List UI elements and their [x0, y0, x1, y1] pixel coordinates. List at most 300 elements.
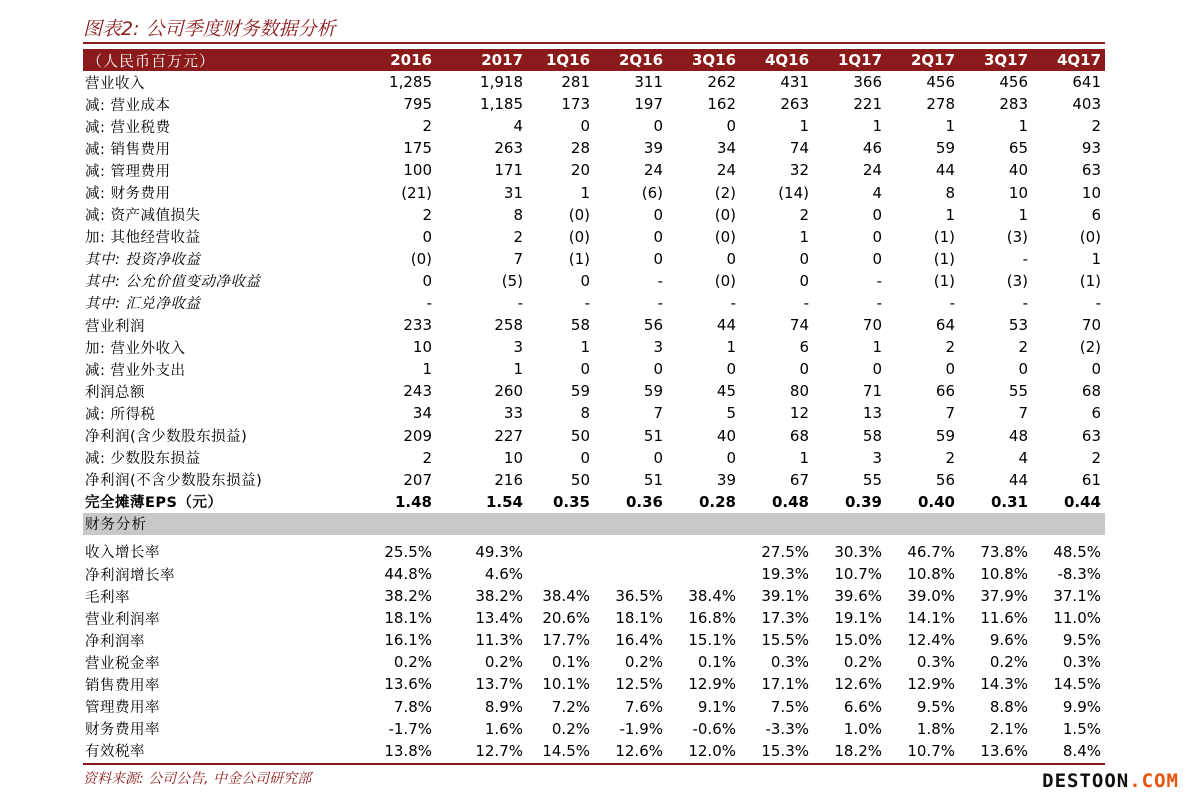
cell-value: 2 [422, 205, 432, 224]
cell-value: 8 [513, 205, 523, 224]
cell-value: 0 [653, 227, 663, 246]
table-row [83, 93, 1105, 115]
cell-value: 48 [1008, 426, 1028, 445]
cell-value: 19.3% [761, 565, 809, 584]
cell-value: 50 [570, 470, 590, 489]
table-row [83, 248, 1105, 270]
cell-value: - [584, 293, 590, 312]
cell-value: 5 [726, 404, 736, 423]
cell-value: 70 [862, 316, 882, 335]
cell-value: 366 [853, 73, 882, 92]
row-label: 净利润(含少数股东损益) [85, 429, 248, 446]
cell-value: 0.2% [551, 719, 590, 738]
cell-value: 55 [862, 470, 882, 489]
cell-value: 1 [799, 448, 809, 467]
cell-value: 431 [780, 73, 809, 92]
cell-value: 7.6% [624, 697, 663, 716]
cell-value: 12.5% [615, 675, 663, 694]
row-label: 净利润(不含少数股东损益) [85, 473, 263, 490]
cell-value: 278 [926, 95, 955, 114]
row-label: 销售费用率 [85, 677, 160, 694]
cell-value: 9.1% [697, 697, 736, 716]
cell-value: 27.5% [761, 542, 809, 561]
cell-value: 0 [726, 448, 736, 467]
cell-value: 162 [707, 95, 736, 114]
cell-value: 46 [862, 139, 882, 158]
cell-value: (0) [714, 205, 736, 224]
cell-value: 12.0% [688, 741, 736, 760]
cell-value: (3) [1006, 271, 1028, 290]
ratio-row [83, 673, 1105, 695]
watermark-suffix: .COM [1129, 770, 1179, 792]
row-label: 减: 营业成本 [85, 97, 171, 114]
cell-value: 2 [513, 227, 523, 246]
cell-value: 38.2% [384, 587, 432, 606]
cell-value: 12.4% [907, 631, 955, 650]
cell-value: - [876, 271, 882, 290]
cell-value: 1 [799, 117, 809, 136]
cell-value: 0 [726, 117, 736, 136]
row-label: 减: 管理费用 [85, 163, 171, 180]
cell-value: 14.1% [907, 609, 955, 628]
cell-value: 64 [935, 316, 955, 335]
cell-value: (1) [568, 249, 590, 268]
cell-value: 8 [945, 183, 955, 202]
cell-value: 1.8% [916, 719, 955, 738]
cell-value: 59 [570, 382, 590, 401]
cell-value: 243 [403, 382, 432, 401]
cell-value: 58 [862, 426, 882, 445]
cell-value: - [657, 293, 663, 312]
cell-value: 171 [494, 161, 523, 180]
column-header: 2016 [345, 49, 436, 71]
column-header: 1Q17 [813, 49, 886, 71]
row-label: 营业利润率 [85, 611, 160, 628]
cell-value: 63 [1081, 426, 1101, 445]
cell-value: - [426, 293, 432, 312]
cell-value: 12.9% [907, 675, 955, 694]
table-row [83, 402, 1105, 424]
cell-value: 1.5% [1062, 719, 1101, 738]
watermark-text: DESTOON [1042, 770, 1130, 792]
cell-value: 10 [503, 448, 523, 467]
row-label: 加: 营业外收入 [85, 340, 186, 357]
cell-value: 10 [412, 338, 432, 357]
cell-value: 36.5% [615, 587, 663, 606]
cell-value [594, 541, 667, 563]
cell-value: 1.54 [485, 492, 523, 511]
cell-value: 30.3% [834, 542, 882, 561]
cell-value: 263 [494, 139, 523, 158]
cell-value: - [1022, 293, 1028, 312]
cell-value: 197 [634, 95, 663, 114]
cell-value: 1 [513, 360, 523, 379]
row-label: 毛利率 [85, 589, 130, 606]
cell-value: 0.2% [843, 653, 882, 672]
section-title: 财务分析 [83, 513, 1105, 535]
cell-value: 0 [1091, 360, 1101, 379]
cell-value: 71 [862, 382, 882, 401]
cell-value: 10 [1008, 183, 1028, 202]
cell-value: 12.9% [688, 675, 736, 694]
cell-value [594, 563, 667, 585]
row-label: 有效税率 [85, 744, 145, 761]
cell-value: 0.44 [1063, 492, 1101, 511]
ratio-row [83, 696, 1105, 718]
section-header-row [83, 513, 1105, 535]
cell-value: 44 [1008, 470, 1028, 489]
cell-value: 1 [422, 360, 432, 379]
cell-value: 24 [862, 161, 882, 180]
cell-value: 0 [422, 271, 432, 290]
cell-value: 216 [494, 470, 523, 489]
cell-value: 1 [580, 338, 590, 357]
cell-value: 7 [1018, 404, 1028, 423]
cell-value: 13.6% [384, 675, 432, 694]
cell-value: 1 [872, 117, 882, 136]
cell-value: 10.7% [834, 565, 882, 584]
cell-value: 173 [561, 95, 590, 114]
cell-value: 8 [580, 404, 590, 423]
cell-value: 11.0% [1053, 609, 1101, 628]
ratio-row [83, 563, 1105, 585]
cell-value: 44 [935, 161, 955, 180]
cell-value: 10.1% [542, 675, 590, 694]
cell-value: 1 [872, 338, 882, 357]
cell-value: (2) [714, 183, 736, 202]
cell-value: 58 [570, 316, 590, 335]
cell-value: 10.8% [907, 565, 955, 584]
table-row [83, 380, 1105, 402]
table-row [83, 358, 1105, 380]
cell-value: 0 [580, 360, 590, 379]
source-rule [83, 763, 1105, 765]
cell-value: 17.1% [761, 675, 809, 694]
table-row [83, 71, 1105, 93]
cell-value: 19.1% [834, 609, 882, 628]
table-row [83, 226, 1105, 248]
watermark-logo [1042, 770, 1179, 792]
title-rule [83, 42, 1105, 44]
cell-value: 0 [945, 360, 955, 379]
cell-value: 18.1% [384, 609, 432, 628]
cell-value: 403 [1072, 95, 1101, 114]
cell-value: 281 [561, 73, 590, 92]
cell-value: 1 [1018, 205, 1028, 224]
cell-value: (0) [410, 249, 432, 268]
cell-value: 2.1% [989, 719, 1028, 738]
cell-value: 0 [799, 249, 809, 268]
cell-value: 0 [1018, 360, 1028, 379]
cell-value: 10 [1081, 183, 1101, 202]
row-label: 减: 营业外支出 [85, 362, 186, 379]
cell-value: -1.9% [619, 719, 663, 738]
cell-value: 73.8% [980, 542, 1028, 561]
ratio-row [83, 585, 1105, 607]
cell-value: 70 [1081, 316, 1101, 335]
cell-value: 46.7% [907, 542, 955, 561]
cell-value: 59 [935, 426, 955, 445]
cell-value: (14) [778, 183, 809, 202]
financial-table [83, 49, 1105, 762]
cell-value: 49.3% [475, 542, 523, 561]
income-statement-body [83, 71, 1105, 513]
cell-value: 66 [935, 382, 955, 401]
cell-value: 260 [494, 382, 523, 401]
cell-value: (0) [1079, 227, 1101, 246]
column-header: 3Q16 [667, 49, 740, 71]
cell-value: 68 [789, 426, 809, 445]
cell-value: 34 [412, 404, 432, 423]
cell-value: -8.3% [1057, 565, 1101, 584]
cell-value: 9.5% [916, 697, 955, 716]
cell-value: 0.3% [916, 653, 955, 672]
cell-value: - [803, 293, 809, 312]
cell-value: (2) [1079, 338, 1101, 357]
cell-value: 39 [716, 470, 736, 489]
cell-value: (0) [714, 227, 736, 246]
cell-value: 0.39 [844, 492, 882, 511]
cell-value: 6.6% [843, 697, 882, 716]
cell-value: 16.1% [384, 631, 432, 650]
cell-value: 80 [789, 382, 809, 401]
cell-value: 40 [716, 426, 736, 445]
cell-value: 2 [1091, 448, 1101, 467]
table-row [83, 270, 1105, 292]
cell-value: 4 [513, 117, 523, 136]
cell-value: (5) [501, 271, 523, 290]
cell-value: 2 [799, 205, 809, 224]
cell-value: 55 [1008, 382, 1028, 401]
ratio-row [83, 629, 1105, 651]
cell-value: 207 [403, 470, 432, 489]
row-label: 利润总额 [85, 384, 145, 401]
section-header-body [83, 513, 1105, 541]
cell-value: 74 [789, 316, 809, 335]
cell-value: 16.8% [688, 609, 736, 628]
cell-value: - [1095, 293, 1101, 312]
row-label: 营业利润 [85, 318, 145, 335]
table-row [83, 469, 1105, 491]
cell-value: 0.2% [624, 653, 663, 672]
cell-value: (1) [933, 249, 955, 268]
cell-value: 10.8% [980, 565, 1028, 584]
column-header: 1Q16 [527, 49, 594, 71]
cell-value: 7 [513, 249, 523, 268]
cell-value: 0 [653, 117, 663, 136]
cell-value: 9.9% [1062, 697, 1101, 716]
cell-value: (0) [568, 227, 590, 246]
cell-value: 0.35 [552, 492, 590, 511]
cell-value: 11.3% [475, 631, 523, 650]
cell-value: - [517, 293, 523, 312]
cell-value: 15.1% [688, 631, 736, 650]
table-row [83, 491, 1105, 513]
table-row [83, 314, 1105, 336]
cell-value: 4 [1018, 448, 1028, 467]
ratio-row [83, 651, 1105, 673]
cell-value [667, 563, 740, 585]
cell-value: 2 [1018, 338, 1028, 357]
cell-value: 0 [580, 271, 590, 290]
cell-value: 0.40 [917, 492, 955, 511]
cell-value: (21) [401, 183, 432, 202]
cell-value: 1,285 [389, 73, 432, 92]
cell-value: 0.2% [393, 653, 432, 672]
cell-value: - [730, 293, 736, 312]
cell-value: 15.0% [834, 631, 882, 650]
cell-value: - [1022, 249, 1028, 268]
ratio-row [83, 740, 1105, 762]
row-label: 其中: 投资净收益 [85, 252, 201, 269]
cell-value: 32 [789, 161, 809, 180]
cell-value: 11.6% [980, 609, 1028, 628]
cell-value: 2 [945, 338, 955, 357]
row-label: 减: 财务费用 [85, 186, 171, 203]
cell-value: 456 [926, 73, 955, 92]
cell-value: 9.5% [1062, 631, 1101, 650]
cell-value: 18.1% [615, 609, 663, 628]
cell-value: 1 [1091, 249, 1101, 268]
cell-value: 39.1% [761, 587, 809, 606]
cell-value: 38.4% [688, 587, 736, 606]
cell-value: 1 [945, 117, 955, 136]
cell-value: 0 [422, 227, 432, 246]
cell-value: 8.8% [989, 697, 1028, 716]
cell-value: 1 [945, 205, 955, 224]
ratio-row [83, 718, 1105, 740]
cell-value: 33 [503, 404, 523, 423]
cell-value: 61 [1081, 470, 1101, 489]
cell-value: 18.2% [834, 741, 882, 760]
cell-value: 100 [403, 161, 432, 180]
row-label: 减: 所得税 [85, 406, 156, 423]
cell-value: 12.7% [475, 741, 523, 760]
cell-value: - [876, 293, 882, 312]
cell-value: 2 [945, 448, 955, 467]
cell-value: 4.6% [484, 565, 523, 584]
cell-value: - [949, 293, 955, 312]
cell-value: 7 [945, 404, 955, 423]
cell-value: 3 [653, 338, 663, 357]
cell-value: 0.2% [484, 653, 523, 672]
cell-value: 0.3% [770, 653, 809, 672]
cell-value: 258 [494, 316, 523, 335]
row-label: 净利润增长率 [85, 567, 175, 584]
column-header: 2Q17 [886, 49, 959, 71]
cell-value: 0 [872, 360, 882, 379]
row-label: 营业收入 [85, 75, 145, 92]
cell-value: 1.48 [394, 492, 432, 511]
cell-value: 0 [653, 249, 663, 268]
cell-value: 4 [872, 183, 882, 202]
cell-value [667, 541, 740, 563]
row-label: 其中: 汇兑净收益 [85, 296, 201, 313]
cell-value: 12.6% [834, 675, 882, 694]
cell-value: -0.6% [692, 719, 736, 738]
row-label: 减: 资产减值损失 [85, 208, 201, 225]
column-header: 2Q16 [594, 49, 667, 71]
cell-value: 34 [716, 139, 736, 158]
cell-value: 40 [1008, 161, 1028, 180]
row-label: 营业税金率 [85, 655, 160, 672]
source-note: 资料来源: 公司公告, 中金公司研究部 [83, 771, 312, 787]
row-label: 其中: 公允价值变动净收益 [85, 274, 261, 291]
cell-value: (1) [933, 227, 955, 246]
row-label: 管理费用率 [85, 700, 160, 717]
cell-value: (6) [641, 183, 663, 202]
cell-value: 2 [422, 117, 432, 136]
cell-value: 56 [643, 316, 663, 335]
cell-value: 2 [422, 448, 432, 467]
cell-value: 25.5% [384, 542, 432, 561]
cell-value: 311 [634, 73, 663, 92]
cell-value: 12.6% [615, 741, 663, 760]
row-label: 净利润率 [85, 633, 145, 650]
cell-value: 3 [513, 338, 523, 357]
cell-value: (0) [714, 271, 736, 290]
cell-value: 221 [853, 95, 882, 114]
cell-value: 263 [780, 95, 809, 114]
column-header: 4Q17 [1032, 49, 1105, 71]
cell-value [527, 541, 594, 563]
cell-value: 20 [570, 161, 590, 180]
row-label: 减: 营业税费 [85, 119, 171, 136]
cell-value: 37.9% [980, 587, 1028, 606]
cell-value: 1 [1018, 117, 1028, 136]
row-label: 完全摊薄EPS（元） [85, 495, 223, 512]
cell-value: 44 [716, 316, 736, 335]
cell-value: 68 [1081, 382, 1101, 401]
table-row [83, 137, 1105, 159]
cell-value: 0.1% [697, 653, 736, 672]
cell-value: 15.5% [761, 631, 809, 650]
table-header-row [83, 49, 1105, 71]
cell-value: 24 [643, 161, 663, 180]
cell-value: 0 [872, 205, 882, 224]
cell-value: 8.4% [1062, 741, 1101, 760]
cell-value: 175 [403, 139, 432, 158]
cell-value: 38.2% [475, 587, 523, 606]
cell-value: 24 [716, 161, 736, 180]
cell-value: 39 [643, 139, 663, 158]
cell-value: 13.8% [384, 741, 432, 760]
table-row [83, 181, 1105, 203]
cell-value: 1.6% [484, 719, 523, 738]
cell-value: 2 [1091, 117, 1101, 136]
cell-value [527, 563, 594, 585]
cell-value: 0 [799, 360, 809, 379]
cell-value: - [657, 271, 663, 290]
cell-value: 641 [1072, 73, 1101, 92]
cell-value: 7.5% [770, 697, 809, 716]
row-label: 加: 其他经营收益 [85, 230, 201, 247]
cell-value: 0 [653, 448, 663, 467]
row-label: 财务费用率 [85, 722, 160, 739]
cell-value: 17.3% [761, 609, 809, 628]
cell-value: 56 [935, 470, 955, 489]
cell-value: 65 [1008, 139, 1028, 158]
cell-value: 59 [935, 139, 955, 158]
cell-value: 0 [872, 249, 882, 268]
cell-value: 67 [789, 470, 809, 489]
row-label: 减: 少数股东损益 [85, 451, 201, 468]
cell-value: 31 [503, 183, 523, 202]
cell-value: 13.7% [475, 675, 523, 694]
cell-value: 262 [707, 73, 736, 92]
cell-value: 13.4% [475, 609, 523, 628]
cell-value: 13 [862, 404, 882, 423]
